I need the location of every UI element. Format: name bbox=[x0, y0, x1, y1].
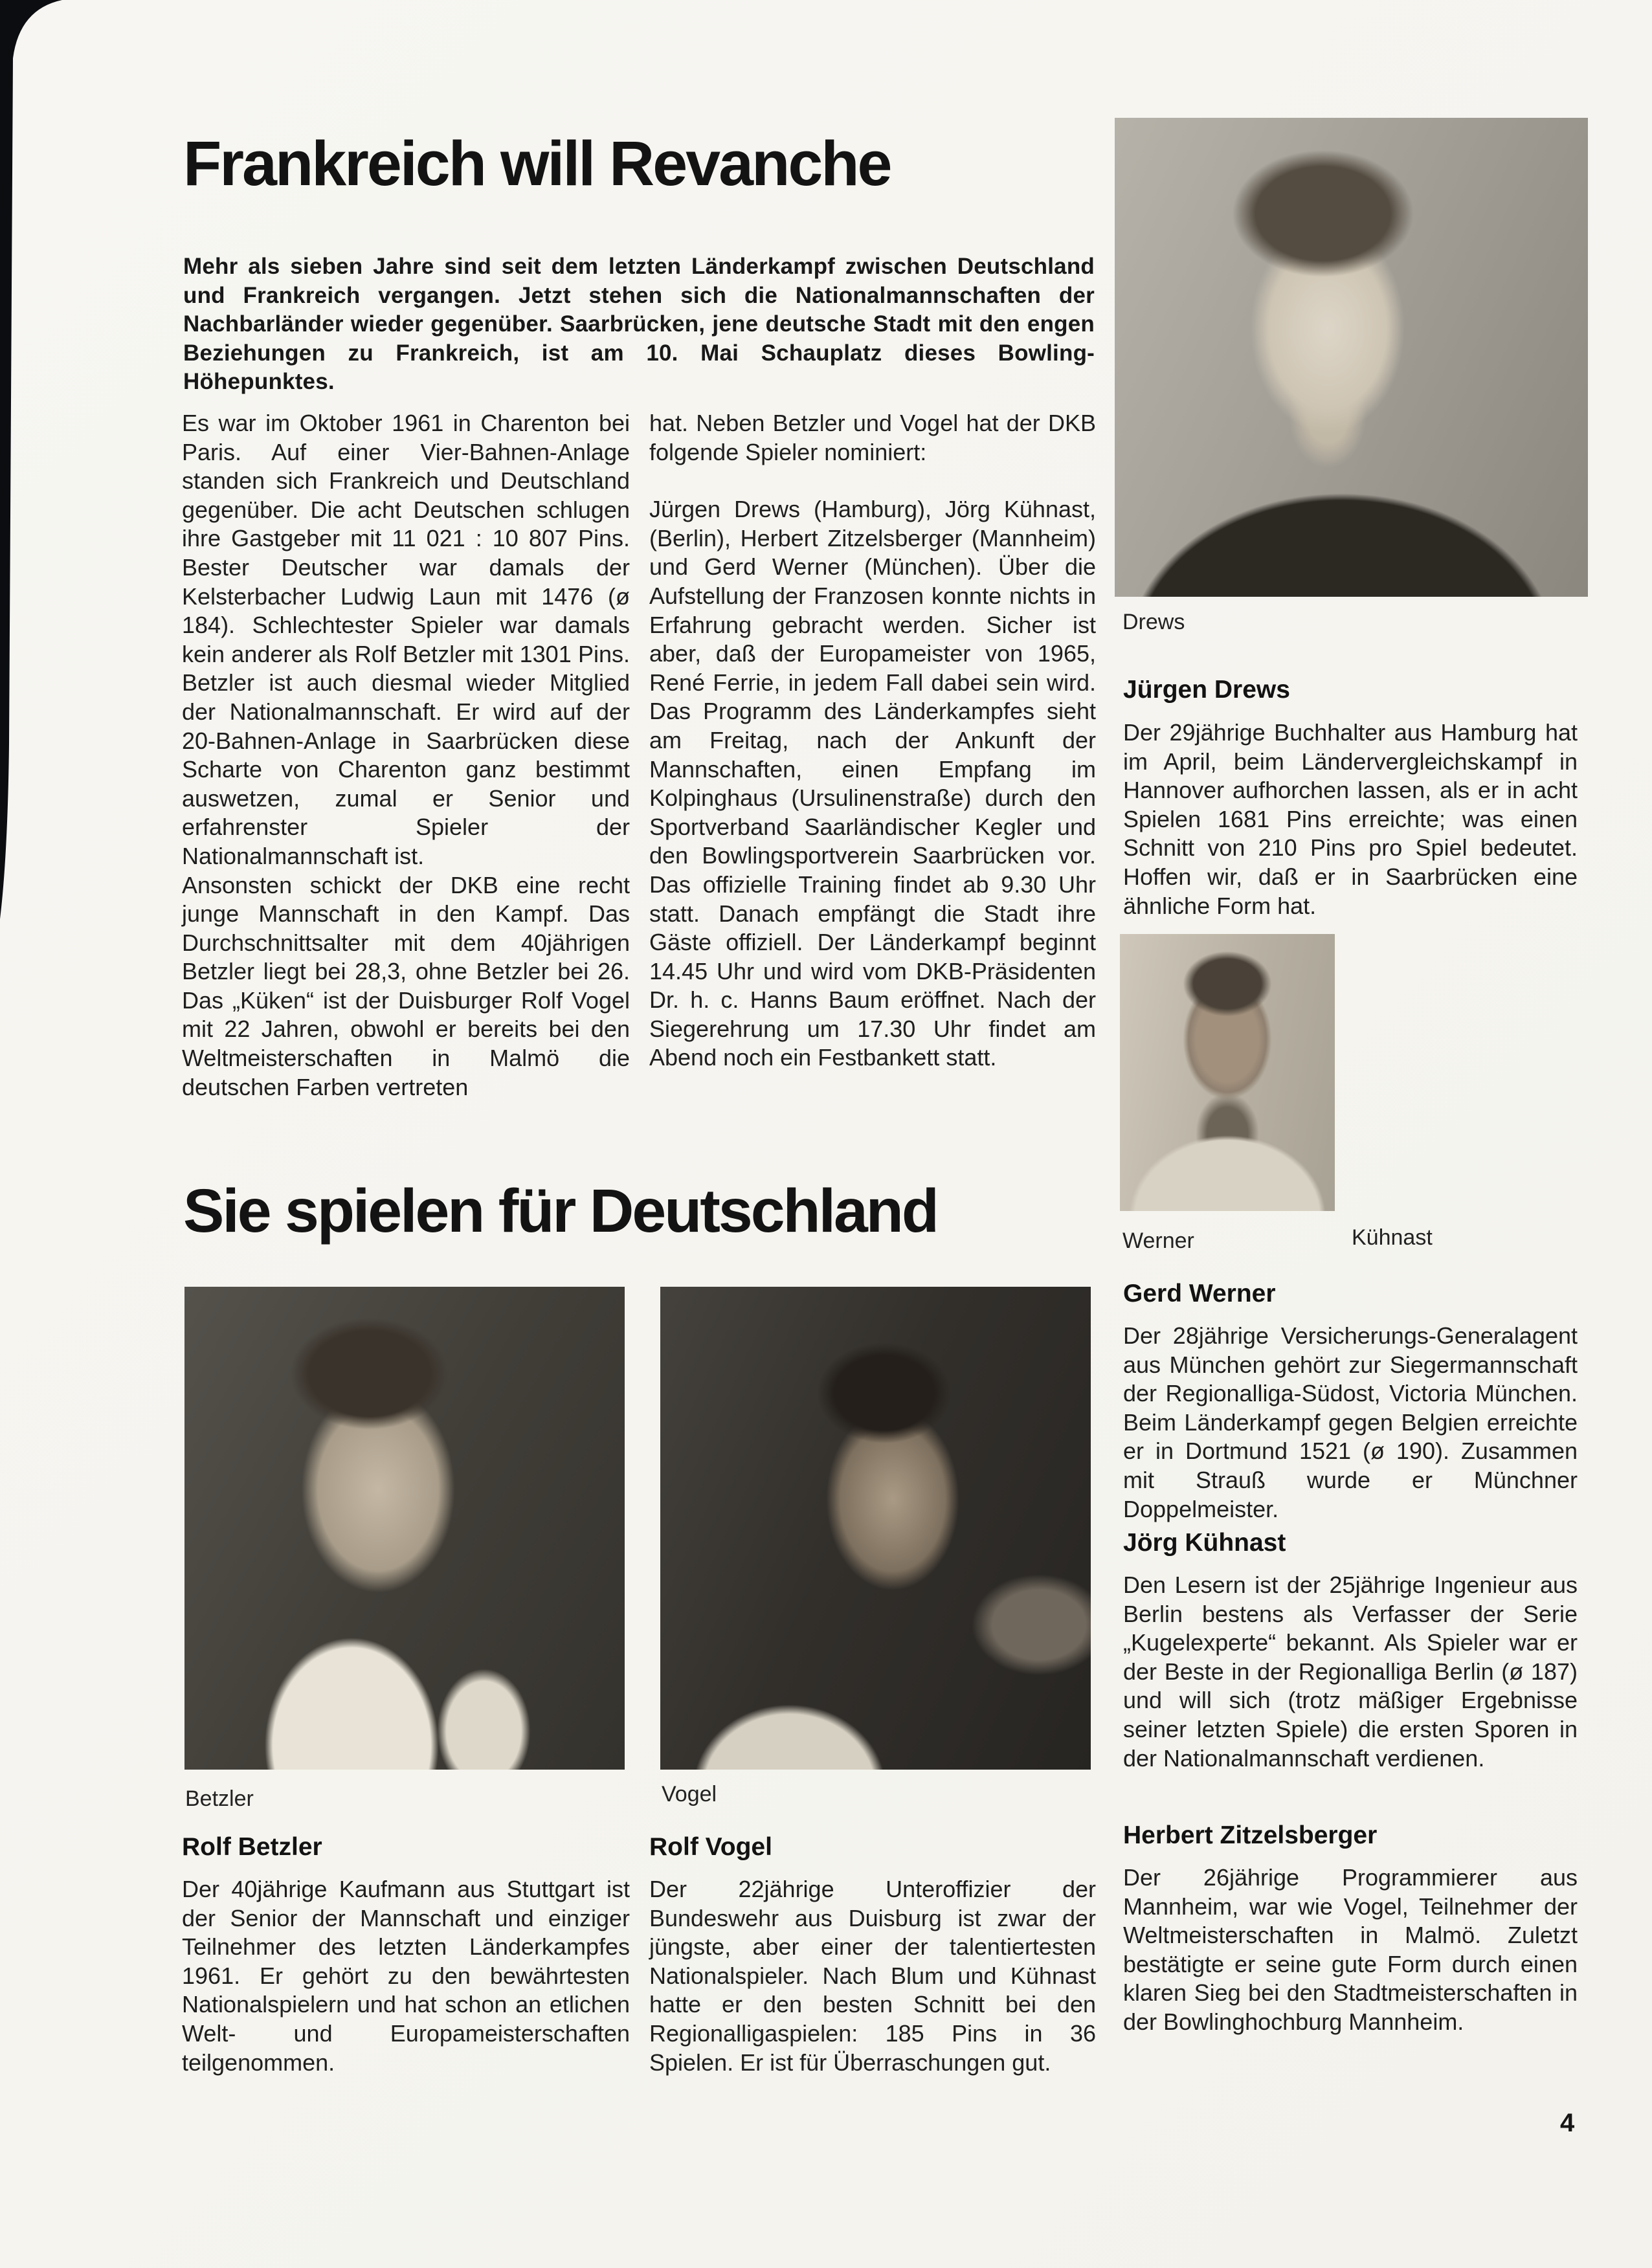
betzler-portrait-photo bbox=[184, 1287, 625, 1770]
player-heading: Rolf Betzler bbox=[182, 1833, 322, 1861]
vogel-portrait-photo bbox=[660, 1287, 1091, 1770]
player-bio: Der 29jährige Buchhalter aus Hamburg hat im April, beim Ländervergleichskampf in Hannover aufhorchen lassen, als er in acht Spielen 1681 Pins erreichte; was einen Schnitt von 210 Pins pro Spiel bedeutet. Hoffen wir, daß er in Saarbrücken eine ähnliche Form hat. bbox=[1123, 719, 1578, 919]
player-bio: Der 26jährige Programmierer aus Mannheim, war wie Vogel, Teilnehmer der Weltmeisterschaften in Malmö. Zuletzt bestätigte er seine gute Form durch einen klaren Sieg bei den Stadtmeisterschaften in der Bowlinghochburg Mannheim. bbox=[1123, 1864, 1578, 2035]
player-bio: Der 28jährige Versicherungs-Generalagent aus München gehört zur Siegermannschaft der Regionalliga-Südost, Victoria München. Beim Länderkampf gegen Belgien erreichte er in Dortmund 1521 (ø 190). Zusammen mit Strauß wurde er Münchner Doppelmeister. bbox=[1123, 1322, 1578, 1522]
body-paragraph: Es war im Oktober 1961 in Charenton bei Paris. Auf einer Vier-Bahnen-Anlage standen sich Frankreich und Deutschland gegenüber. Die acht Deutschen schlugen ihre Gastgeber mit 11 021 : 10 807 Pins. Bester Deutscher war damals der Kelsterbacher Ludwig Laun mit 1476 (ø 184). Schlechtester Spieler war damals kein anderer als Rolf Betzler mit 1301 Pins. Betzler ist auch diesmal wieder Mitglied der Nationalmannschaft. Er wird auf der 20-Bahnen-Anlage in Saarbrücken diese Scharte von Charenton ganz bestimmt auswetzen, zumal er Senior und erfahrenster Spieler der Nationalmannschaft ist. bbox=[182, 410, 630, 869]
scan-edge-artifact bbox=[0, 0, 91, 971]
player-bio: Den Lesern ist der 25jährige Ingenieur aus Berlin bestens als Verfasser der Serie „Kugelexperte“ bekannt. Als Spieler war er der Beste in der Regionalliga Berlin (ø 187) und will sich (trotz mäßiger Ergebnisse seiner letzten Spiele) die ersten Sporen in der Nationalmannschaft verdienen. bbox=[1123, 1572, 1578, 1772]
photo-caption: Werner bbox=[1122, 1228, 1194, 1253]
player-heading: Gerd Werner bbox=[1123, 1280, 1276, 1307]
article-title: Frankreich will Revanche bbox=[183, 128, 891, 199]
photo-caption: Betzler bbox=[185, 1786, 254, 1811]
player-bio: Der 22jährige Unteroffizier der Bundeswehr aus Duisburg ist zwar der jüngste, aber einer der talentiertesten Nationalspieler. Nach Blum und Kühnast hatte er den besten Schnitt bei den Regionalligaspielen: 185 Pins in 36 Spielen. Er ist für Überraschungen gut. bbox=[649, 1876, 1096, 2076]
kuehnast-portrait-photo bbox=[1349, 934, 1580, 1211]
body-paragraph: hat. Neben Betzler und Vogel hat der DKB folgende Spieler nominiert: bbox=[649, 410, 1096, 465]
photo-caption: Vogel bbox=[662, 1782, 717, 1807]
body-paragraph: Ansonsten schickt der DKB eine recht junge Mannschaft in den Kampf. Das Durchschnittsalter mit dem 40jährigen Betzler liegt bei 28,3, ohne Betzler bei 26. Das „Küken“ ist der Duisburger Rolf Vogel mit 22 Jahren, obwohl er bereits bei den Weltmeisterschaften in Malmö die deutschen Farben vertreten bbox=[182, 871, 630, 1100]
player-bio: Der 40jährige Kaufmann aus Stuttgart ist der Senior der Mannschaft und einziger Teilnehmer des letzten Länderkampfes 1961. Er gehört zu den bewährtesten Nationalspielern und hat schon an etlichen Welt- und Europameisterschaften teilgenommen. bbox=[182, 1876, 630, 2076]
article-intro: Mehr als sieben Jahre sind seit dem letzten Länderkampf zwischen Deutschland und Frankreich vergangen. Jetzt stehen sich die Nationalmannschaften der Nachbarländer wieder gegenüber. Saarbrücken, jene deutsche Stadt mit den engen Beziehungen zu Frankreich, ist am 10. Mai Schauplatz dieses Bowling-Höhepunktes. bbox=[183, 254, 1095, 394]
player-heading: Rolf Vogel bbox=[649, 1833, 772, 1861]
body-column-1 bbox=[182, 409, 630, 1102]
player-heading: Herbert Zitzelsberger bbox=[1123, 1821, 1378, 1849]
photo-caption: Kühnast bbox=[1352, 1225, 1433, 1250]
page-number: 4 bbox=[1560, 2109, 1575, 2137]
article-title: Sie spielen für Deutschland bbox=[183, 1177, 937, 1245]
player-heading: Jörg Kühnast bbox=[1123, 1529, 1286, 1557]
body-column-2 bbox=[649, 409, 1096, 1073]
player-heading: Jürgen Drews bbox=[1123, 676, 1290, 704]
photo-caption: Drews bbox=[1122, 610, 1185, 634]
drews-portrait-photo bbox=[1115, 118, 1588, 597]
werner-portrait-photo bbox=[1120, 934, 1335, 1211]
body-paragraph: Jürgen Drews (Hamburg), Jörg Kühnast, (Berlin), Herbert Zitzelsberger (Mannheim) und Gerd Werner (München). Über die Aufstellung der Franzosen konnte nichts in Erfahrung gebracht werden. Sicher ist aber, daß der Europameister von 1965, René Ferrie, in jedem Fall dabei sein wird. Das Programm des Länderkampfes sieht am Freitag, nach der Ankunft der Mannschaften, einen Empfang im Kolpinghaus (Ursulinenstraße) durch den Sportverband Saarländischer Kegler und den Bowlingsportverein Saarbrücken vor. Das offizielle Training findet ab 9.30 Uhr statt. Danach empfängt die Stadt ihre Gäste offiziell. Der Länderkampf beginnt 14.45 Uhr und wird vom DKB-Präsidenten Dr. h. c. Hanns Baum eröffnet. Nach der Siegerehrung um 17.30 Uhr findet am Abend noch ein Festbankett statt. bbox=[649, 496, 1096, 1071]
